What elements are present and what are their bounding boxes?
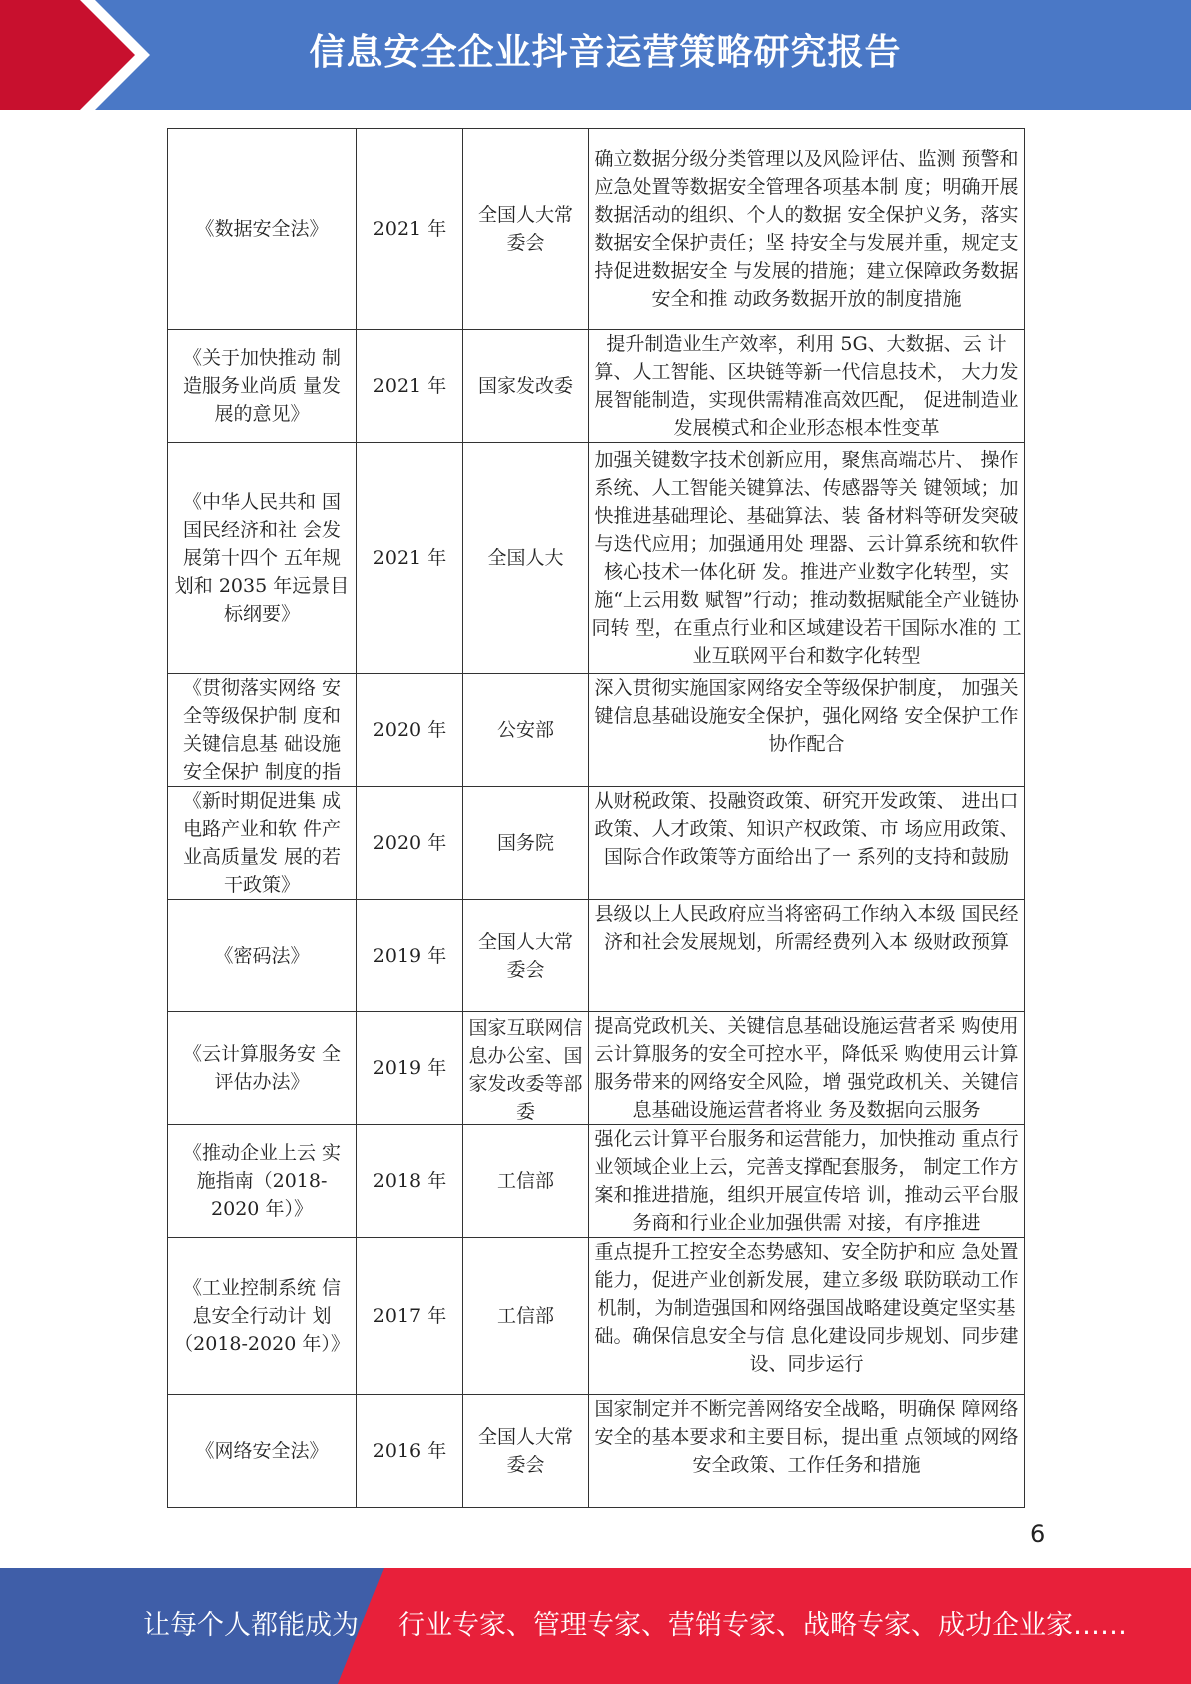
policy-name: 《数据安全法》 <box>168 129 357 330</box>
policy-name: 《新时期促进集 成电路产业和软 件产业高质量发 展的若干政策》 <box>168 787 357 900</box>
policy-desc: 提升制造业生产效率，利用 5G、大数据、云 计算、人工智能、区块链等新一代信息技术， 大力发展智能制造，实现供需精准高效匹配， 促进制造业发展模式和企业形态根本性变革 <box>589 330 1025 443</box>
table-row <box>168 1125 1025 1238</box>
policy-dept-text: 全国人大常委会 <box>477 930 573 981</box>
footer-bar <box>0 1568 1191 1684</box>
policy-dept: 全国人大 <box>463 443 589 674</box>
header-bar <box>0 0 1191 110</box>
policy-desc: 确立数据分级分类管理以及风险评估、监测 预警和应急处置等数据安全管理各项基本制 度；明确开展数据活动的组织、个人的数据 安全保护义务，落实数据安全保护责任；坚 持安全与发展并重，规定支持促进数据安全 与发展的措施；建立保障政务数据安全和推 动政务数据开放的制度措施 <box>589 129 1025 330</box>
table-row <box>168 1395 1025 1508</box>
policy-year: 2019 年 <box>357 900 463 1012</box>
policy-year: 2016 年 <box>357 1395 463 1508</box>
policy-name <box>168 674 357 787</box>
policy-name: 《网络安全法》 <box>168 1395 357 1508</box>
policy-desc <box>589 1125 1025 1238</box>
policy-name: 《密码法》 <box>168 900 357 1012</box>
footer-slogan-left: 让每个人都能成为 <box>143 1610 359 1641</box>
policy-desc: 重点提升工控安全态势感知、安全防护和应 急处置能力，促进产业创新发展，建立多级 联防联动工作机制，为制造强国和网络强国战略建设奠定坚实基础。确保信息安全与信 息化建设同步规划、同步建设、同步运行 <box>589 1238 1025 1395</box>
policy-desc: 加强关键数字技术创新应用，聚焦高端芯片、 操作系统、人工智能关键算法、传感器等关 键领域；加快推进基础理论、基础算法、装 备材料等研发突破与迭代应用；加强通用处 理器、云计算系统和软件核心技术一体化研 发。推进产业数字化转型，实施“上云用数 赋智”行动；推动数据赋能全产业链协同转 型，在重点行业和区域建设若干国际水准的 工业互联网平台和数字化转型 <box>589 443 1025 674</box>
policy-name-text: 《贯彻落实网络 安全等级保护制 度和关键信息基 础设施安全保护 制度的指 <box>182 677 342 783</box>
policy-name: 《关于加快推动 制造服务业尚质 量发展的意见》 <box>168 330 357 443</box>
table-row <box>168 443 1025 674</box>
policy-desc: 深入贯彻实施国家网络安全等级保护制度， 加强关键信息基础设施安全保护，强化网络 安全保护工作协作配合 <box>589 674 1025 787</box>
policy-year: 2020 年 <box>357 674 463 787</box>
table-row <box>168 674 1025 787</box>
policy-year: 2021 年 <box>357 330 463 443</box>
policy-desc: 从财税政策、投融资政策、研究开发政策、 进出口政策、人才政策、知识产权政策、市 场应用政策、国际合作政策等方面给出了一 系列的支持和鼓励 <box>589 787 1025 900</box>
policy-year: 2017 年 <box>357 1238 463 1395</box>
table-row <box>168 1012 1025 1125</box>
table-row <box>168 330 1025 443</box>
policy-year: 2020 年 <box>357 787 463 900</box>
policy-dept <box>463 129 589 330</box>
policy-dept: 工信部 <box>463 1238 589 1395</box>
policy-desc: 国家制定并不断完善网络安全战略，明确保 障网络安全的基本要求和主要目标，提出重 点领域的网络安全政策、工作任务和措施 <box>589 1395 1025 1508</box>
policy-desc-text: 强化云计算平台服务和运营能力，加快推动 重点行业领域企业上云，完善支撑配套服务， 制定工作方案和推进措施，组织开展宣传培 训，推动云平台服务商和行业企业加强供需 对接，有序推进 <box>594 1128 1019 1234</box>
policy-year: 2021 年 <box>357 443 463 674</box>
footer-slogan-right: 行业专家、管理专家、营销专家、战略专家、成功企业家…… <box>398 1610 1127 1641</box>
policy-name: 《云计算服务安 全评估办法》 <box>168 1012 357 1125</box>
page-number: 6 <box>1030 1520 1046 1548</box>
policy-desc-text: 提高党政机关、关键信息基础设施运营者采 购使用云计算服务的安全可控水平，降低采 购使用云计算服务带来的网络安全风险，增 强党政机关、关键信息基础设施运营者将业 务及数据向云服务 <box>594 1015 1019 1121</box>
policy-year: 2021 年 <box>357 129 463 330</box>
policy-name: 《推动企业上云 实施指南（2018-2020 年）》 <box>168 1125 357 1238</box>
policy-dept <box>463 1012 589 1125</box>
policy-year: 2019 年 <box>357 1012 463 1125</box>
policy-year: 2018 年 <box>357 1125 463 1238</box>
policy-name: 《中华人民共和 国国民经济和社 会发展第十四个 五年规划和 2035 年远景目标纲要》 <box>168 443 357 674</box>
policy-dept <box>463 1395 589 1508</box>
policy-dept: 公安部 <box>463 674 589 787</box>
policy-dept: 工信部 <box>463 1125 589 1238</box>
policy-dept <box>463 900 589 1012</box>
table-row <box>168 900 1025 1012</box>
policy-dept-text: 全国人大常委会 <box>477 1426 573 1476</box>
policy-name: 《工业控制系统 信息安全行动计 划（2018-2020 年）》 <box>168 1238 357 1395</box>
table-row <box>168 129 1025 330</box>
policy-desc <box>589 1012 1025 1125</box>
policy-desc: 县级以上人民政府应当将密码工作纳入本级 国民经济和社会发展规划，所需经费列入本 级财政预算 <box>589 900 1025 1012</box>
policy-dept-text: 全国人大常委会 <box>477 204 573 254</box>
page-title: 信息安全企业抖音运营策略研究报告 <box>309 32 902 73</box>
policy-dept-text: 国家互联网信息办公室、国家发改委等部委 <box>468 1017 583 1123</box>
policy-dept: 国务院 <box>463 787 589 900</box>
table-row <box>168 1238 1025 1395</box>
policy-dept: 国家发改委 <box>463 330 589 443</box>
table-row <box>168 787 1025 900</box>
policy-table <box>167 128 1025 1508</box>
